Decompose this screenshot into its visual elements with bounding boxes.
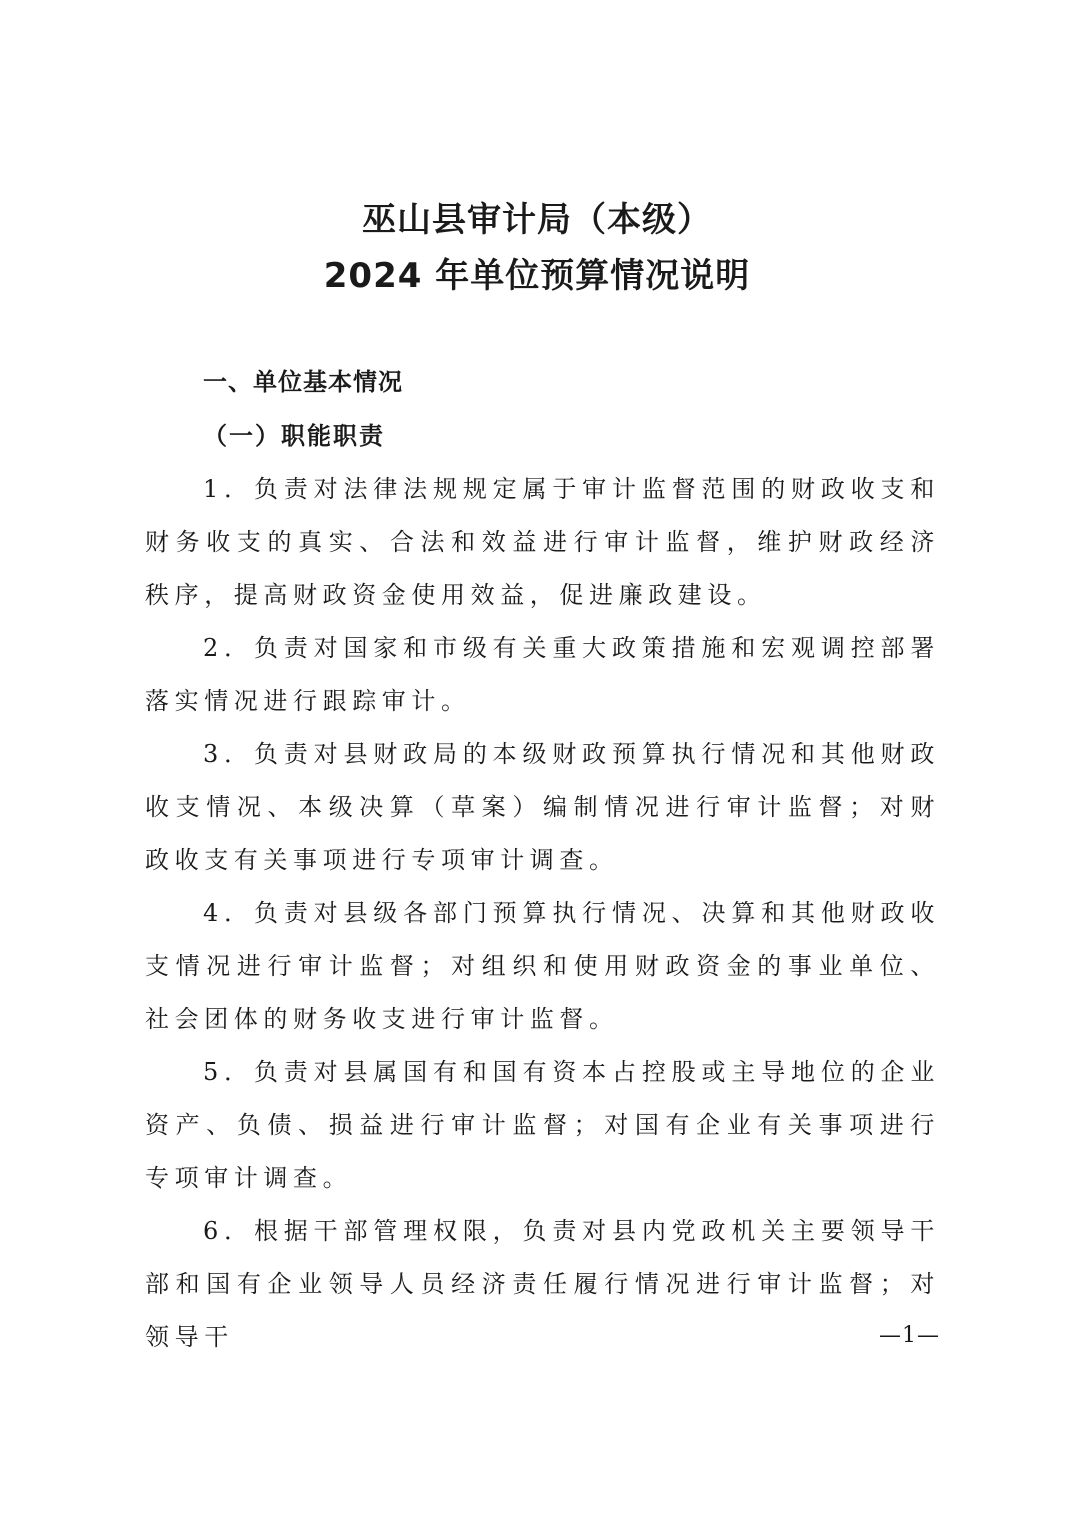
body-text [145,463,940,1364]
paragraph-1: 1．负责对法律法规规定属于审计监督范围的财政收支和财务收支的真实、合法和效益进行审计监督，维护财政经济秩序，提高财政资金使用效益，促进廉政建设。 [145,475,940,609]
paragraph-5: 5．负责对县属国有和国有资本占控股或主导地位的企业资产、负债、损益进行审计监督；对国有企业有关事项进行专项审计调查。 [145,1058,940,1192]
document-title-line2: 2024 年单位预算情况说明 [323,256,751,296]
paragraph-6: 6．根据干部管理权限，负责对县内党政机关主要领导干部和国有企业领导人员经济责任履行情况进行审计监督；对领导干 [145,1217,940,1351]
section-heading-basic-info: 一、单位基本情况 [203,368,403,396]
paragraph-3: 3．负责对县财政局的本级财政预算执行情况和其他财政收支情况、本级决算（草案）编制情况进行审计监督；对财政收支有关事项进行专项审计调查。 [145,740,940,874]
document-title-line1: 巫山县审计局（本级） [362,200,712,240]
paragraph-4: 4．负责对县级各部门预算执行情况、决算和其他财政收支情况进行审计监督；对组织和使用财政资金的事业单位、社会团体的财务收支进行审计监督。 [145,899,940,1033]
page-number: —1— [879,1323,940,1348]
subsection-heading-functions: （一）职能职责 [203,421,385,450]
paragraph-2: 2．负责对国家和市级有关重大政策措施和宏观调控部署落实情况进行跟踪审计。 [145,634,940,715]
